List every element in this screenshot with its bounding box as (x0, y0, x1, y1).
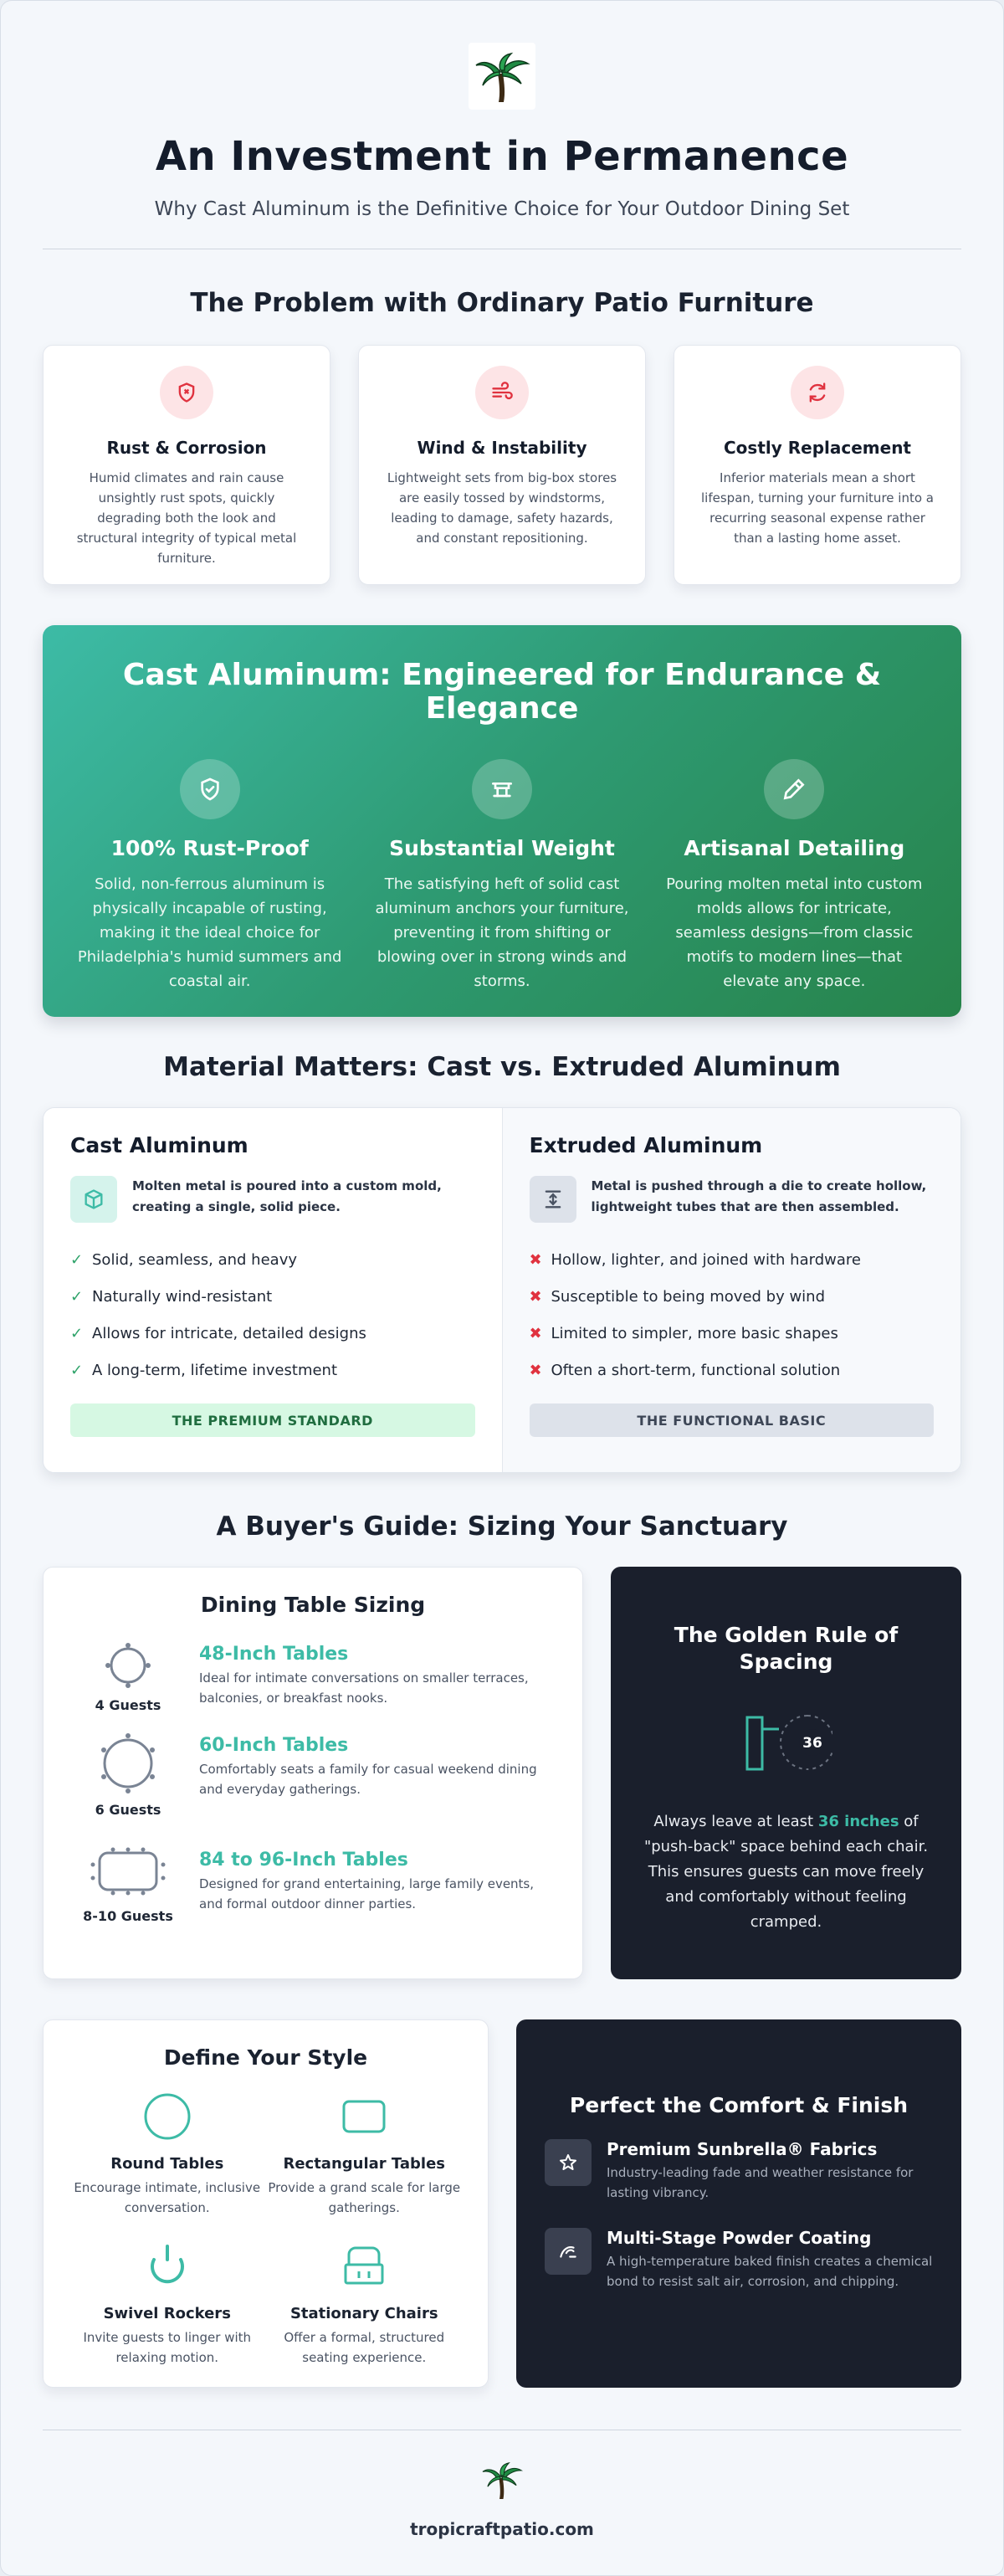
list-item-text: Allows for intricate, detailed designs (92, 1324, 366, 1342)
style-item (266, 2241, 464, 2368)
define-style-title: Define Your Style (163, 2045, 368, 2070)
table-size-title: 48-Inch Tables (199, 1644, 349, 1665)
comfort-item-text: A high-temperature baked finish creates a chemical bond to resist salt air, corrosion, and chipping. (607, 2254, 933, 2289)
compress-icon (530, 1176, 576, 1223)
check-icon: ✓ (70, 1324, 84, 1342)
palm-tree-icon (473, 47, 531, 105)
feature-text: Solid, non-ferrous aluminum is physically incapable of rusting, making it the ideal choice for Philadelphia's humid summers and coastal air. (77, 875, 342, 990)
refresh-icon (791, 366, 844, 419)
problem-title: Rust & Corrosion (106, 438, 267, 458)
sizing-row (72, 1732, 554, 1818)
table-sizing-title: Dining Table Sizing (200, 1593, 426, 1617)
feature-title: Artisanal Detailing (684, 836, 905, 860)
list-item (70, 1352, 475, 1388)
x-icon: ✖ (529, 1361, 542, 1379)
golden-rule-text (639, 1809, 933, 1935)
list-item (70, 1241, 475, 1278)
table-6-icon (95, 1732, 161, 1795)
style-item-text: Invite guests to linger with relaxing motion. (83, 2330, 252, 2365)
spacing-label: 36 (802, 1735, 822, 1752)
sizing-section (43, 1567, 961, 1979)
spacing-diagram-icon (740, 1709, 832, 1776)
list-item (530, 1315, 935, 1352)
list-item-text: Often a short-term, functional solution (551, 1361, 841, 1379)
golden-text-after: of "push-back" space behind each chair. This ensures guests can move freely and comfortably without feeling cramped. (643, 1813, 929, 1931)
list-item-text: Limited to simpler, more basic shapes (551, 1324, 838, 1342)
sizing-row (72, 1846, 554, 1924)
style-section (43, 2019, 961, 2388)
shield-alert-icon (160, 366, 213, 419)
shield-check-icon (180, 759, 240, 819)
problems-title: The Problem with Ordinary Patio Furniture (190, 288, 814, 318)
x-icon: ✖ (529, 1324, 542, 1342)
star-icon (545, 2139, 592, 2186)
style-item-title: Rectangular Tables (283, 2155, 446, 2173)
list-item-text: A long-term, lifetime investment (92, 1361, 338, 1379)
problem-title: Wind & Instability (417, 438, 587, 458)
feature-text: Pouring molten metal into custom molds allows for intricate, seamless designs—from classic motifs to modern lines—that elevate any space. (666, 875, 923, 990)
style-item-text: Provide a grand scale for large gatherings. (268, 2180, 461, 2215)
problem-card (358, 345, 646, 585)
list-item (530, 1352, 935, 1388)
comfort-card (516, 2019, 961, 2388)
style-item-title: Round Tables (110, 2155, 224, 2173)
list-item-text: Susceptible to being moved by wind (551, 1287, 826, 1306)
check-icon: ✓ (70, 1361, 84, 1379)
spray-icon (545, 2228, 592, 2275)
cube-icon (70, 1176, 117, 1223)
engineered-section (43, 625, 961, 1017)
feature-column (368, 759, 635, 993)
rect-table-icon (339, 2091, 389, 2142)
list-item-text: Hollow, lighter, and joined with hardware (551, 1250, 861, 1269)
comfort-title: Perfect the Comfort & Finish (569, 2093, 909, 2117)
comfort-item-text: Industry-leading fade and weather resistance for lasting vibrancy. (607, 2165, 914, 2200)
table-size-title: 60-Inch Tables (199, 1735, 349, 1756)
style-item (69, 2091, 266, 2218)
style-item-text: Offer a formal, structured seating experience. (284, 2330, 445, 2365)
problems-cards (43, 345, 961, 585)
logo (469, 43, 535, 110)
footer-site-link[interactable]: tropicraftpatio.com (410, 2519, 594, 2539)
comfort-item-title: Multi-Stage Powder Coating (607, 2228, 872, 2248)
check-icon: ✓ (70, 1250, 84, 1269)
list-item (530, 1278, 935, 1315)
golden-highlight: 36 inches (817, 1813, 899, 1830)
x-icon: ✖ (529, 1250, 542, 1269)
functional-badge: THE FUNCTIONAL BASIC (530, 1403, 935, 1437)
problem-card (43, 345, 330, 585)
premium-badge: THE PREMIUM STANDARD (70, 1403, 475, 1437)
golden-rule-title: The Golden Rule of Spacing (674, 1623, 899, 1674)
engineered-title: Cast Aluminum: Engineered for Endurance & Elegance (122, 658, 882, 726)
page-title: An Investment in Permanence (155, 133, 849, 180)
style-item-text: Encourage intimate, inclusive conversation. (74, 2180, 261, 2215)
list-item-text: Solid, seamless, and heavy (92, 1250, 298, 1269)
problem-card (674, 345, 961, 585)
golden-text-before: Always leave at least (653, 1813, 818, 1830)
list-item (530, 1241, 935, 1278)
circle-table-icon (142, 2091, 192, 2142)
cast-list (70, 1241, 475, 1388)
chair-icon (339, 2241, 389, 2291)
comfort-item-title: Premium Sunbrella® Fabrics (607, 2139, 878, 2159)
problem-text: Inferior materials mean a short lifespan, turning your furniture into a recurring seasonal expense rather than a lasting home asset. (701, 470, 934, 546)
guide-title: A Buyer's Guide: Sizing Your Sanctuary (216, 1511, 788, 1542)
table-size-text: Designed for grand entertaining, large family events, and formal outdoor dinner parties. (199, 1876, 535, 1911)
table-size-title: 84 to 96-Inch Tables (199, 1850, 408, 1870)
style-item (69, 2241, 266, 2368)
feature-column (76, 759, 343, 993)
define-style-card (43, 2019, 489, 2388)
table-10-icon (86, 1846, 170, 1896)
wind-icon (475, 366, 529, 419)
pen-icon (764, 759, 824, 819)
list-item-text: Naturally wind-resistant (92, 1287, 273, 1306)
material-comparison (43, 1107, 961, 1473)
feature-title: Substantial Weight (389, 836, 615, 860)
feature-column (661, 759, 928, 993)
table-size-text: Comfortably seats a family for casual weekend dining and everyday gatherings. (199, 1762, 537, 1797)
palm-tree-icon (480, 2458, 524, 2502)
cast-description: Molten metal is poured into a custom mold, creating a single, solid piece. (132, 1178, 442, 1214)
material-title: Material Matters: Cast vs. Extruded Aluminum (163, 1052, 841, 1082)
guest-count: 4 Guests (95, 1697, 161, 1713)
problem-title: Costly Replacement (724, 438, 911, 458)
extruded-title: Extruded Aluminum (529, 1133, 763, 1157)
comfort-item (545, 2228, 933, 2291)
spacing-diagram (639, 1709, 933, 1776)
style-item (266, 2091, 464, 2218)
comfort-item (545, 2139, 933, 2203)
table-4-icon (101, 1640, 155, 1691)
check-icon: ✓ (70, 1287, 84, 1306)
golden-rule-card (611, 1567, 961, 1979)
problem-text: Humid climates and rain cause unsightly rust spots, quickly degrading both the look and structural integrity of typical metal furniture. (76, 470, 297, 566)
page-subtitle: Why Cast Aluminum is the Definitive Choice for Your Outdoor Dining Set (154, 198, 850, 220)
table-size-text: Ideal for intimate conversations on smaller terraces, balconies, or breakfast nooks. (199, 1670, 529, 1706)
style-item-title: Stationary Chairs (289, 2305, 438, 2322)
extruded-column (503, 1108, 961, 1472)
list-item (70, 1278, 475, 1315)
guest-count: 6 Guests (95, 1802, 161, 1818)
footer-logo (479, 2457, 525, 2502)
cast-title: Cast Aluminum (70, 1133, 248, 1157)
cast-column (44, 1108, 503, 1472)
rocker-icon (142, 2241, 192, 2291)
table-sizing-card (43, 1567, 583, 1979)
x-icon: ✖ (529, 1287, 542, 1306)
feature-text: The satisfying heft of solid cast aluminum anchors your furniture, preventing it from shifting or blowing over in strong winds and storms. (375, 875, 629, 990)
guest-count: 8-10 Guests (83, 1908, 173, 1924)
extruded-list (530, 1241, 935, 1388)
weight-icon (472, 759, 532, 819)
extruded-description: Metal is pushed through a die to create hollow, lightweight tubes that are then assembled. (591, 1178, 927, 1214)
problem-text: Lightweight sets from big-box stores are easily tossed by windstorms, leading to damage, safety hazards, and constant repositioning. (387, 470, 617, 546)
style-item-title: Swivel Rockers (103, 2305, 231, 2322)
list-item (70, 1315, 475, 1352)
sizing-row (72, 1640, 554, 1713)
feature-title: 100% Rust-Proof (110, 836, 309, 860)
